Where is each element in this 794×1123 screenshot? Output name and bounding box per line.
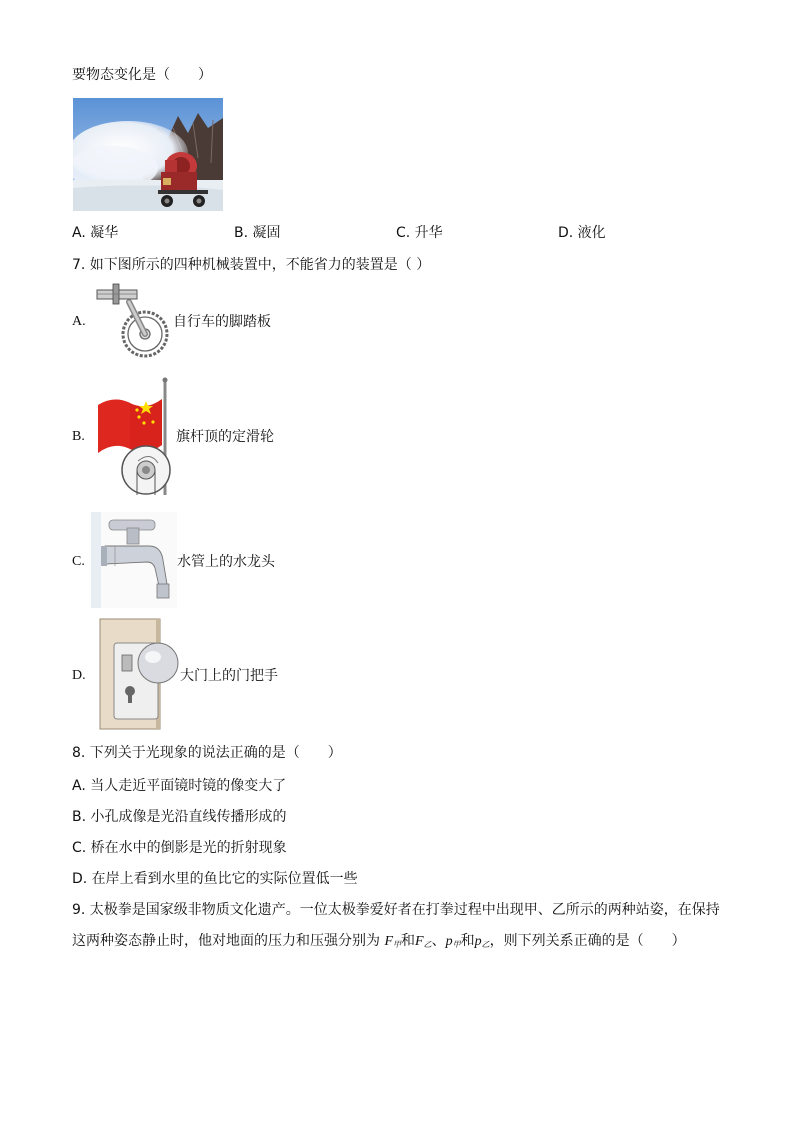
pressure-yi-sub: 乙 [481, 940, 490, 949]
faucet-image [91, 512, 177, 608]
q6-stem-tail: 要物态变化是（ ） [72, 67, 212, 83]
q7-option-c-letter: C. [72, 554, 85, 569]
snow-machine-image [73, 98, 223, 211]
q7-option-a-label: 自行车的脚踏板 [173, 314, 271, 330]
force-yi-sub: 乙 [423, 940, 432, 949]
q8-option-a: A. 当人走近平面镜时镜的像变大了 [72, 778, 287, 794]
q7-stem: 7. 如下图所示的四种机械装置中，不能省力的装置是（ ） [72, 257, 431, 273]
q6-option-d: D. 液化 [558, 225, 606, 241]
q8-option-b: B. 小孔成像是光沿直线传播形成的 [72, 809, 287, 825]
pressure-symbol-1: p [445, 934, 453, 949]
q7-option-a-letter: A. [72, 314, 86, 329]
q8-option-d: D. 在岸上看到水里的鱼比它的实际位置低一些 [72, 871, 358, 887]
pressure-jia-sub: 甲 [452, 940, 461, 949]
q8-option-c: C. 桥在水中的倒影是光的折射现象 [72, 840, 287, 856]
pressure-symbol-2: p [474, 934, 482, 949]
q9-and-1: 和 [401, 933, 416, 949]
force-yi [415, 934, 432, 949]
q7-option-c-label: 水管上的水龙头 [177, 554, 275, 570]
force-symbol-1: F [384, 934, 394, 949]
q9-line2-part-b: ，则下列关系正确的是（ ） [489, 933, 686, 949]
flagpole-pulley-image [94, 377, 176, 497]
bicycle-pedal-image [93, 280, 173, 362]
pressure-yi [475, 934, 490, 949]
q9-and-2: 和 [460, 933, 475, 949]
q6-option-b: B. 凝固 [234, 225, 281, 241]
q8-stem: 8. 下列关于光现象的说法正确的是（ ） [72, 745, 342, 761]
q9-separator: 、 [431, 933, 446, 949]
force-jia-sub: 甲 [393, 940, 402, 949]
q7-option-b-label: 旗杆顶的定滑轮 [176, 429, 274, 445]
q7-option-d-label: 大门上的门把手 [180, 668, 278, 684]
q7-option-b-letter: B. [72, 429, 85, 444]
q6-option-c: C. 升华 [396, 225, 443, 241]
force-jia [384, 934, 401, 949]
q9-stem-line1: 9. 太极拳是国家级非物质文化遗产。一位太极拳爱好者在打拳过程中出现甲、乙所示的两种站姿，在保持 [72, 902, 720, 918]
force-symbol-2: F [415, 934, 424, 949]
q7-option-d-letter: D. [72, 668, 86, 683]
pressure-jia [446, 934, 461, 949]
door-knob-image [98, 617, 180, 731]
q9-stem-line2 [72, 932, 686, 954]
q6-option-a: A. 凝华 [72, 225, 119, 241]
q9-line2-part-a: 这两种姿态静止时，他对地面的压力和压强分别为 [72, 933, 380, 949]
